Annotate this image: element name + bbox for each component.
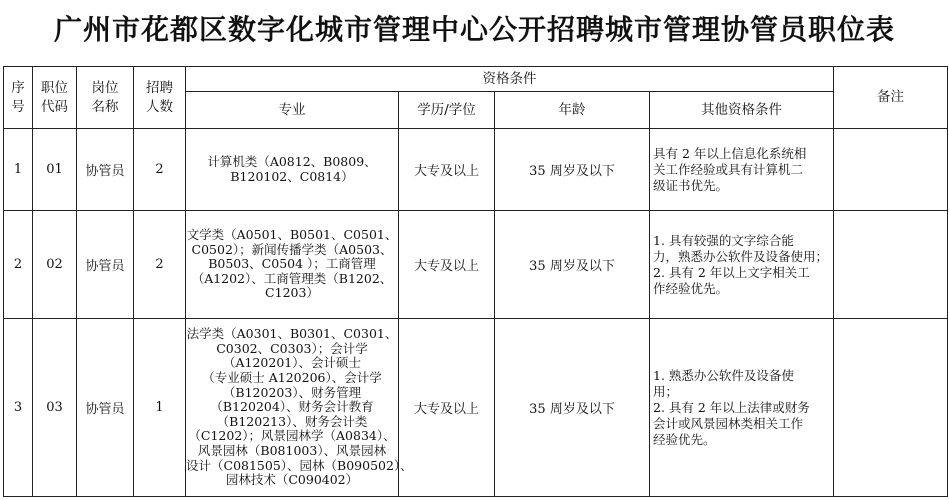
cell-name: 协管员 [77,129,134,211]
cell-education: 大专及以上 [399,129,495,211]
header-name: 岗位 名称 [77,67,134,129]
cell-age: 35 周岁及以下 [495,129,650,211]
cell-code: 02 [33,211,77,319]
cell-code: 01 [33,129,77,211]
header-qualifications: 资格条件 [186,67,834,92]
cell-age: 35 周岁及以下 [495,319,650,497]
page-title: 广州市花都区数字化城市管理中心公开招聘城市管理协管员职位表 [53,13,895,46]
header-major: 专业 [186,92,399,129]
cell-count: 2 [134,129,186,211]
header-count: 招聘 人数 [134,67,186,129]
cell-remark [834,129,948,211]
header-remark: 备注 [834,67,948,129]
cell-seq: 3 [4,319,33,497]
table-row [4,211,948,319]
cell-major: 法学类（A0301、B0301、C0301、 C0302、C0303）；会计学 （A120201）、会计硕士 （专业硕士 A120206）、会计学 （B120203）、财务管理 （B120204）、财务会计教育 （B120213）、财务会计类 （C1202）；风景园林学（A0834）、 风景园林（B081003）、风景园林 设计（C081505）、园林（B090502）、 园林技术（C090402） [186,319,399,497]
cell-name: 协管员 [77,319,134,497]
cell-remark [834,211,948,319]
header-other: 其他资格条件 [650,92,834,129]
header-age: 年龄 [495,92,650,129]
cell-other: 1. 具有较强的文字综合能 力，熟悉办公软件及设备使用； 2. 具有 2 年以上文字相关工 作经验优先。 [650,211,834,319]
cell-count: 2 [134,211,186,319]
cell-other: 具有 2 年以上信息化系统相 关工作经验或具有计算机二 级证书优先。 [650,129,834,211]
header-education: 学历/学位 [399,92,495,129]
cell-major: 计算机类（A0812、B0809、 B120102、C0814） [186,129,399,211]
header-seq: 序 号 [4,67,33,129]
cell-seq: 2 [4,211,33,319]
cell-education: 大专及以上 [399,211,495,319]
cell-count: 1 [134,319,186,497]
cell-age: 35 周岁及以下 [495,211,650,319]
table-row [4,129,948,211]
cell-seq: 1 [4,129,33,211]
header-code: 职位 代码 [33,67,77,129]
cell-major: 文学类（A0501、B0501、C0501、 C0502）；新闻传播学类（A0503、 B0503、C0504 ）；工商管理 （A1202）、工商管理类（B1202、 C1203） [186,211,399,319]
job-table [3,66,948,497]
cell-other: 1. 熟悉办公软件及设备使 用； 2. 具有 2 年以上法律或财务 会计或风景园林类相关工作 经验优先。 [650,319,834,497]
cell-remark [834,319,948,497]
cell-name: 协管员 [77,211,134,319]
cell-code: 03 [33,319,77,497]
cell-education: 大专及以上 [399,319,495,497]
table-row [4,319,948,497]
